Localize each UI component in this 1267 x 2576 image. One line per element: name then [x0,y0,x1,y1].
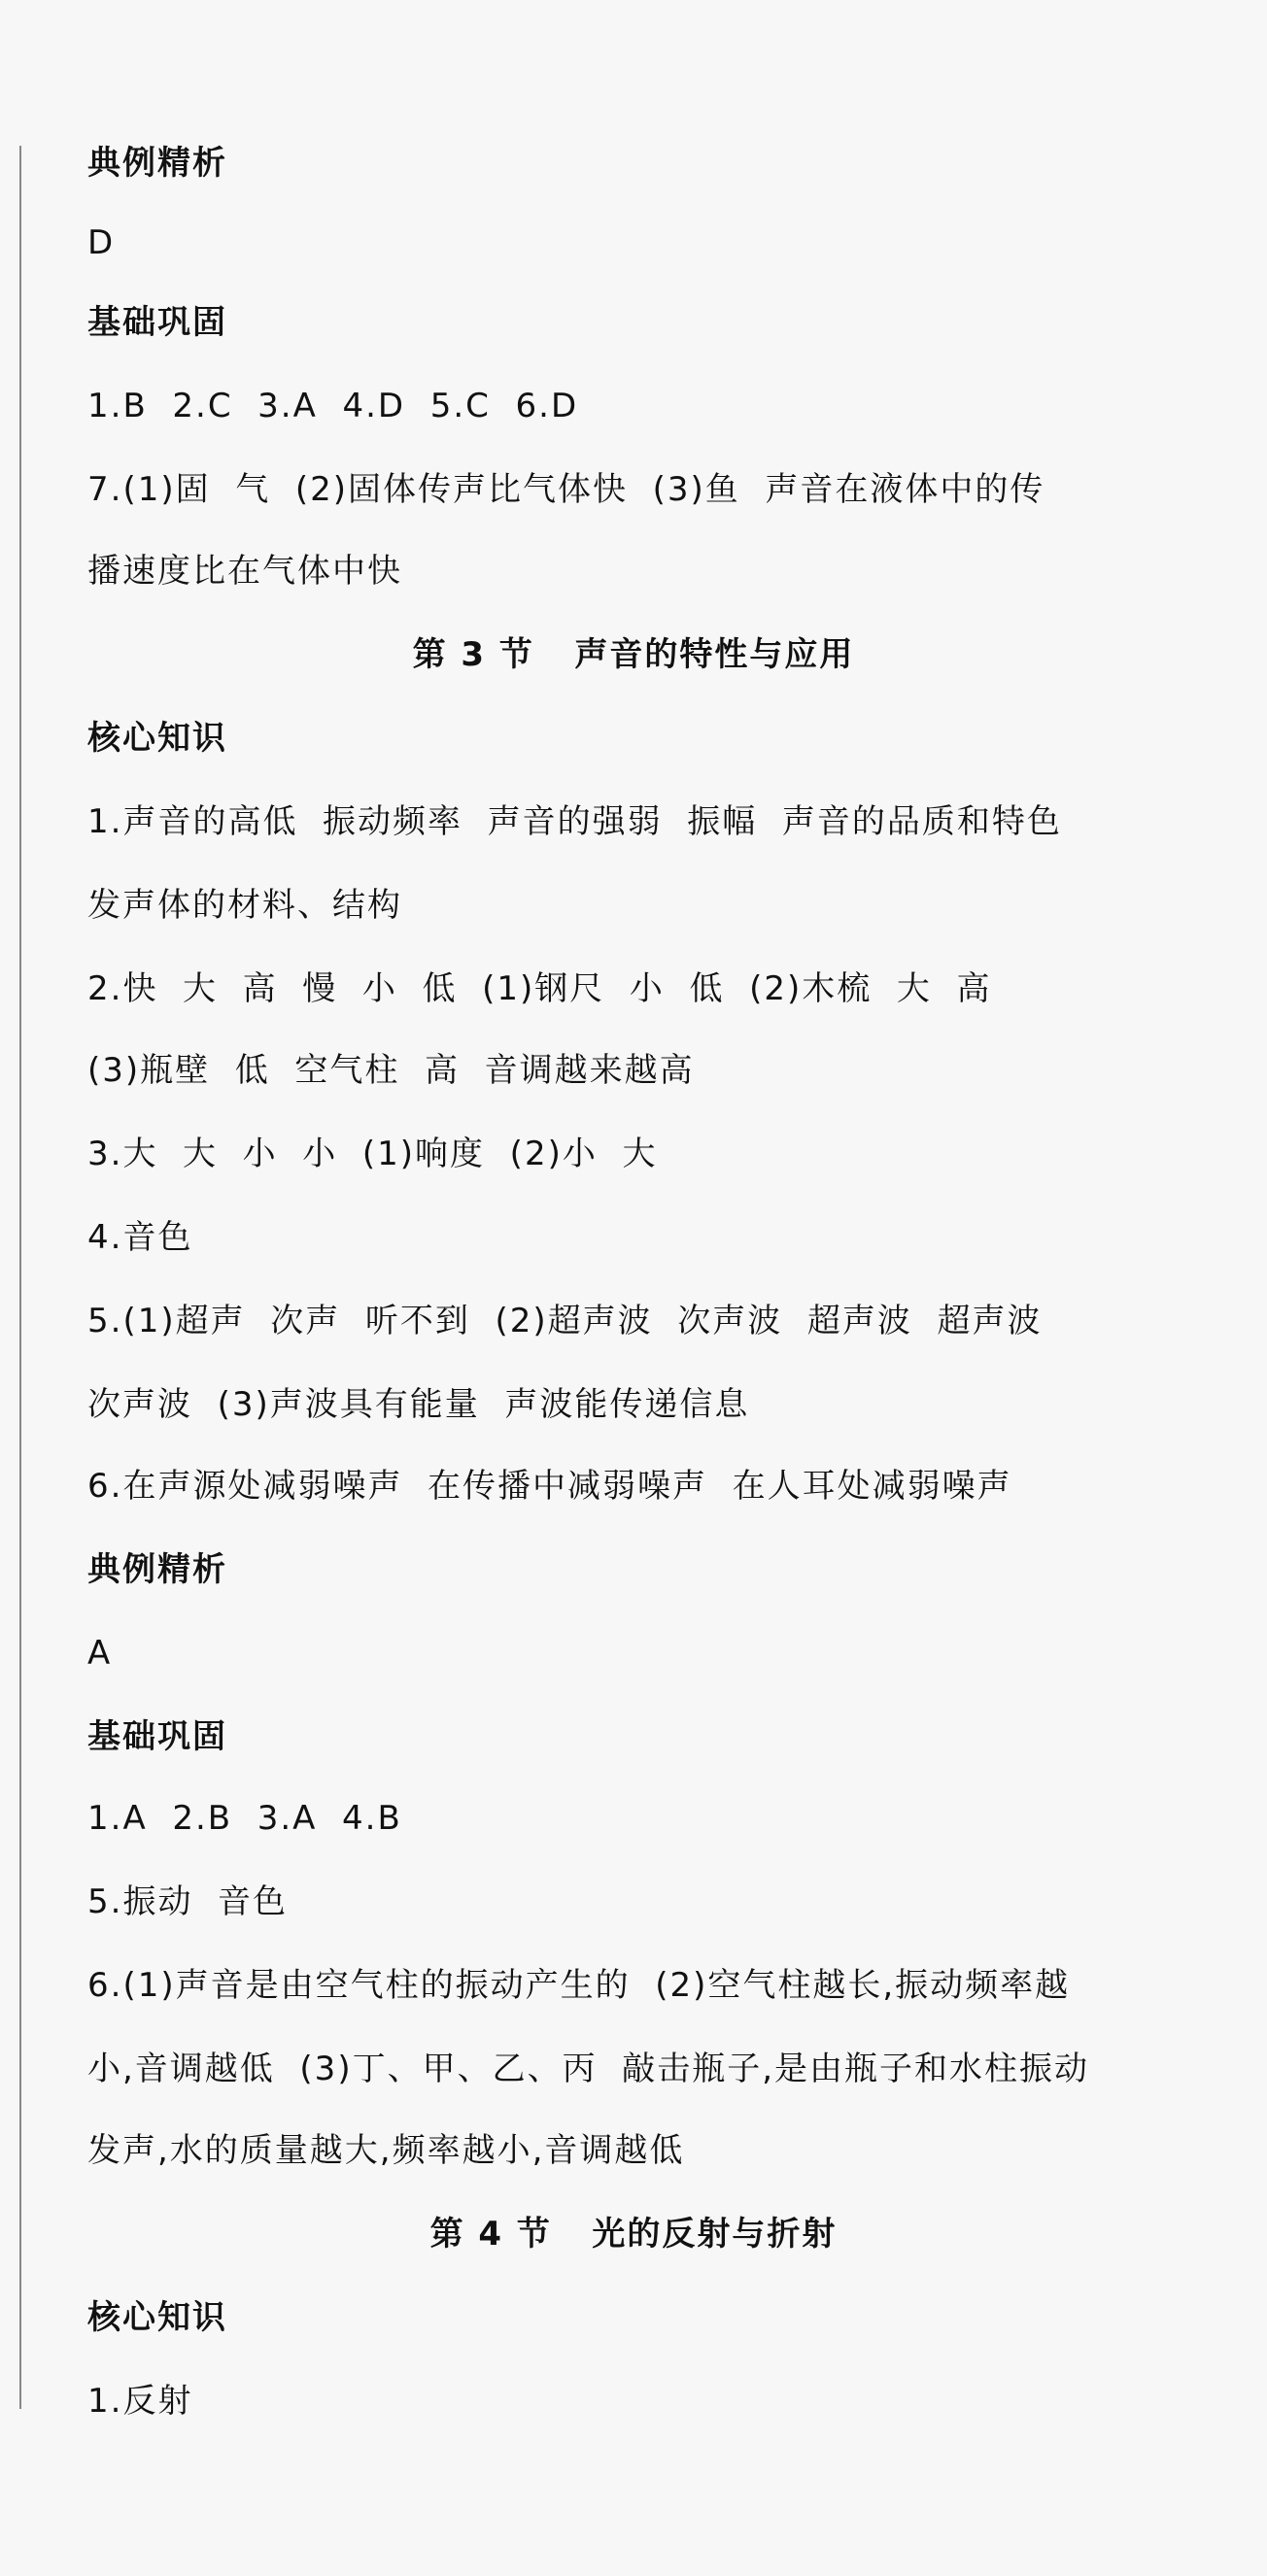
answer-line: 5.(1)超声 次声 听不到 (2)超声波 次声波 超声波 超声波 [87,1302,1043,1340]
left-margin-rule [19,146,21,2409]
answer-line: 6.在声源处减弱噪声 在传播中减弱噪声 在人耳处减弱噪声 [87,1467,1012,1506]
answer-line: (3)瓶壁 低 空气柱 高 音调越来越高 [87,1051,695,1090]
answer-line: 3.大 大 小 小 (1)响度 (2)小 大 [87,1135,658,1173]
heading-hexin-zhishi: 核心知识 [87,2298,227,2337]
answer-line: 小,音调越低 (3)丁、甲、乙、丙 敲击瓶子,是由瓶子和水柱振动 [87,2050,1090,2088]
answer-line: 发声,水的质量越大,频率越小,音调越低 [87,2131,685,2170]
section-title: 第 3 节 声音的特性与应用 [412,635,855,674]
section-title: 第 4 节 光的反射与折射 [429,2215,838,2254]
answer-line: 1.B 2.C 3.A 4.D 5.C 6.D [87,387,579,425]
heading-dianli-jingxi: 典例精析 [87,144,227,183]
answer-line: 次声波 (3)声波具有能量 声波能传递信息 [87,1385,750,1424]
heading-jichu-gonggu: 基础巩固 [87,1717,227,1756]
heading-jichu-gonggu: 基础巩固 [87,303,227,342]
answer-line: 1.声音的高低 振动频率 声音的强弱 振幅 声音的品质和特色 [87,802,1062,841]
answer-line: 4.音色 [87,1218,193,1257]
answer-line: 发声体的材料、结构 [87,886,402,925]
answer-line: 2.快 大 高 慢 小 低 (1)钢尺 小 低 (2)木梳 大 高 [87,969,992,1008]
answer-line: A [87,1634,113,1673]
answer-line: 播速度比在气体中快 [87,552,402,591]
answer-line: 1.A 2.B 3.A 4.B [87,1799,402,1838]
answer-line: 7.(1)固 气 (2)固体传声比气体快 (3)鱼 声音在液体中的传 [87,470,1045,509]
answer-line: D [87,223,116,262]
answer-line: 1.反射 [87,2382,193,2421]
answer-line: 6.(1)声音是由空气柱的振动产生的 (2)空气柱越长,振动频率越 [87,1966,1071,2005]
answer-line: 5.振动 音色 [87,1882,289,1921]
heading-hexin-zhishi: 核心知识 [87,719,227,758]
heading-dianli-jingxi: 典例精析 [87,1550,227,1589]
